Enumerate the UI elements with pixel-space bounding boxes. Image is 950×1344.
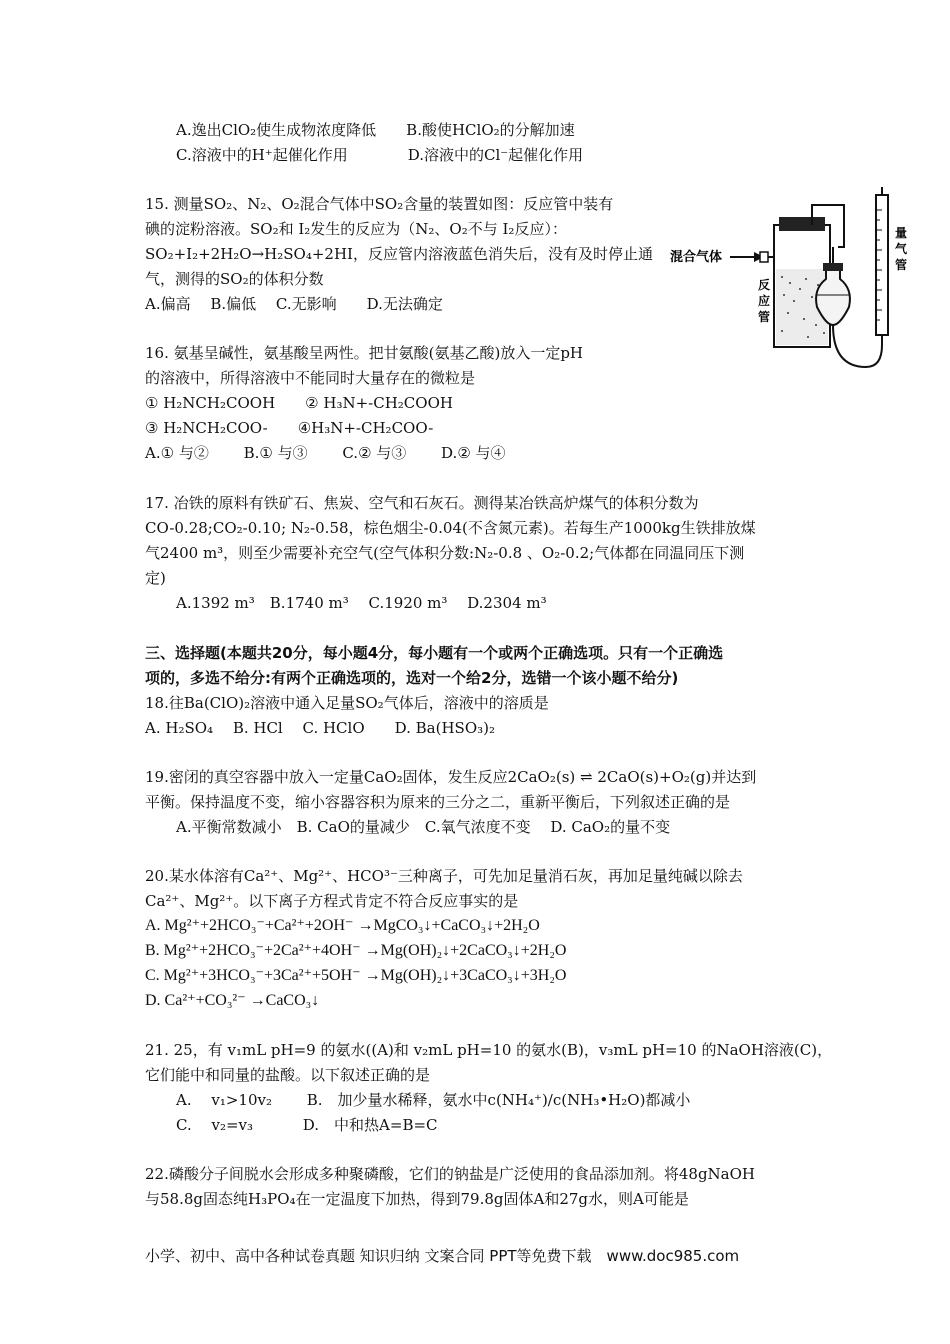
- q15-stem-line-4: 气，测得的SO₂的体积分数: [145, 270, 324, 288]
- q20-stem-line-2: Ca²⁺、Mg²⁺。以下离子方程式肯定不符合反应事实的是: [145, 892, 519, 910]
- q17-stem-line-4: 定): [145, 569, 166, 587]
- gas-burette-label: [895, 225, 911, 272]
- reaction-tube-label-char-3: 管: [758, 310, 771, 324]
- q16-options: A.① 与② B.① 与③ C.② 与③ D.② 与④: [145, 444, 506, 462]
- q14-options-line-1: A.逸出ClO₂使生成物浓度降低 B.酸使HClO₂的分解加速: [176, 121, 575, 139]
- q15-stem-line-3: SO₂+I₂+2H₂O→H₂SO₄+2HI，反应管内溶液蓝色消失后，没有及时停止通: [145, 245, 653, 263]
- q20-option-a: A. Mg²⁺+2HCO₃⁻+Ca²⁺+2OH⁻ →MgCO₃↓+CaCO₃↓+2H₂O: [145, 917, 540, 934]
- page-footer: 小学、初中、高中各种试卷真题 知识归纳 文案合同 PPT等免费下载 www.doc985.com: [145, 1247, 740, 1265]
- q16-item-line-1: ① H₂NCH₂COOH ② H₃N+-CH₂COOH: [145, 394, 453, 412]
- q22-stem-line-1: 22.磷酸分子间脱水会形成多种聚磷酸，它们的钠盐是广泛使用的食品添加剂。将48gNaOH: [145, 1165, 755, 1183]
- q22-stem-line-2: 与58.8g固态纯H₃PO₄在一定温度下加热，得到79.8g固体A和27g水，则A可能是: [145, 1190, 689, 1208]
- gas-burette-label-char-2: 气: [895, 242, 908, 256]
- q18-options: A. H₂SO₄ B. HCl C. HClO D. Ba(HSO₃)₂: [145, 719, 496, 737]
- reaction-tube-label: [758, 277, 774, 324]
- section-3-heading-line-1: 三、选择题(本题共20分，每小题4分，每小题有一个或两个正确选项。只有一个正确选: [145, 644, 724, 662]
- q17-stem-line-1: 17. 冶铁的原料有铁矿石、焦炭、空气和石灰石。测得某冶铁高炉煤气的体积分数为: [145, 494, 699, 512]
- q19-stem-line-2: 平衡。保持温度不变，缩小容器容积为原来的三分之二，重新平衡后，下列叙述正确的是: [145, 793, 731, 811]
- q21-options-line-2: C. v₂=v₃ D. 中和热A=B=C: [176, 1116, 438, 1134]
- mixed-gas-label: 混合气体: [670, 250, 723, 265]
- reaction-tube-label-char-1: 反: [758, 278, 771, 292]
- gas-burette-label-char-3: 管: [895, 258, 908, 272]
- q21-stem-line-1: 21. 25，有 v₁mL pH=9 的氨水((A)和 v₂mL pH=10 的氨水(B)，v₃mL pH=10 的NaOH溶液(C)，: [145, 1041, 833, 1059]
- gas-burette-label-char-1: 量: [895, 226, 908, 240]
- q18-stem: 18.往Ba(ClO)₂溶液中通入足量SO₂气体后，溶液中的溶质是: [145, 694, 549, 712]
- q20-option-d: D. Ca²⁺+CO₃²⁻ →CaCO₃↓: [145, 992, 320, 1009]
- q17-stem-line-2: CO-0.28;CO₂-0.10; N₂-0.58，棕色烟尘-0.04(不含氮元素)。若每生产1000kg生铁排放煤: [145, 519, 756, 537]
- q21-options-line-1: A. v₁>10v₂ B. 加少量水稀释，氨水中c(NH₄⁺)/c(NH₃•H₂O)都减小: [176, 1091, 691, 1109]
- q20-option-c: C. Mg²⁺+3HCO₃⁻+3Ca²⁺+5OH⁻ →Mg(OH)₂↓+3CaCO₃↓+3H₂O: [145, 967, 567, 984]
- section-3-heading-line-2: 项的，多选不给分:有两个正确选项的，选对一个给2分，选错一个该小题不给分): [145, 669, 679, 687]
- reaction-tube-label-char-2: 应: [758, 294, 771, 308]
- q20-option-b: B. Mg²⁺+2HCO₃⁻+2Ca²⁺+4OH⁻ →Mg(OH)₂↓+2CaCO₃↓+2H₂O: [145, 942, 567, 959]
- q15-stem-line-2: 碘的淀粉溶液。SO₂和 I₂发生的反应为（N₂、O₂不与 I₂反应）：: [145, 220, 567, 238]
- gas-measuring-apparatus-diagram: [668, 185, 913, 380]
- q17-options: A.1392 m³ B.1740 m³ C.1920 m³ D.2304 m³: [176, 594, 547, 612]
- q14-options-line-2: C.溶液中的H⁺起催化作用 D.溶液中的Cl⁻起催化作用: [176, 146, 584, 164]
- q19-stem-line-1: 19.密闭的真空容器中放入一定量CaO₂固体，发生反应2CaO₂(s) ⇌ 2CaO(s)+O₂(g)并达到: [145, 768, 757, 786]
- q17-stem-line-3: 气2400 m³，则至少需要补充空气(空气体积分数:N₂-0.8 、O₂-0.2;气体都在同温同压下测: [145, 544, 745, 562]
- q15-options: A.偏高 B.偏低 C.无影响 D.无法确定: [145, 295, 443, 313]
- q16-stem-line-1: 16. 氨基呈碱性，氨基酸呈两性。把甘氨酸(氨基乙酸)放入一定pH: [145, 344, 584, 362]
- q16-item-line-2: ③ H₂NCH₂COO- ④H₃N+-CH₂COO-: [145, 419, 434, 437]
- q16-stem-line-2: 的溶液中，所得溶液中不能同时大量存在的微粒是: [145, 369, 476, 387]
- q19-options: A.平衡常数减小 B. CaO的量减少 C.氧气浓度不变 D. CaO₂的量不变: [176, 818, 671, 836]
- q20-stem-line-1: 20.某水体溶有Ca²⁺、Mg²⁺、HCO³⁻三种离子，可先加足量消石灰，再加足量纯碱以除去: [145, 867, 743, 885]
- q21-stem-line-2: 它们能中和同量的盐酸。以下叙述正确的是: [145, 1066, 431, 1084]
- q15-stem-line-1: 15. 测量SO₂、N₂、O₂混合气体中SO₂含量的装置如图：反应管中装有: [145, 195, 614, 213]
